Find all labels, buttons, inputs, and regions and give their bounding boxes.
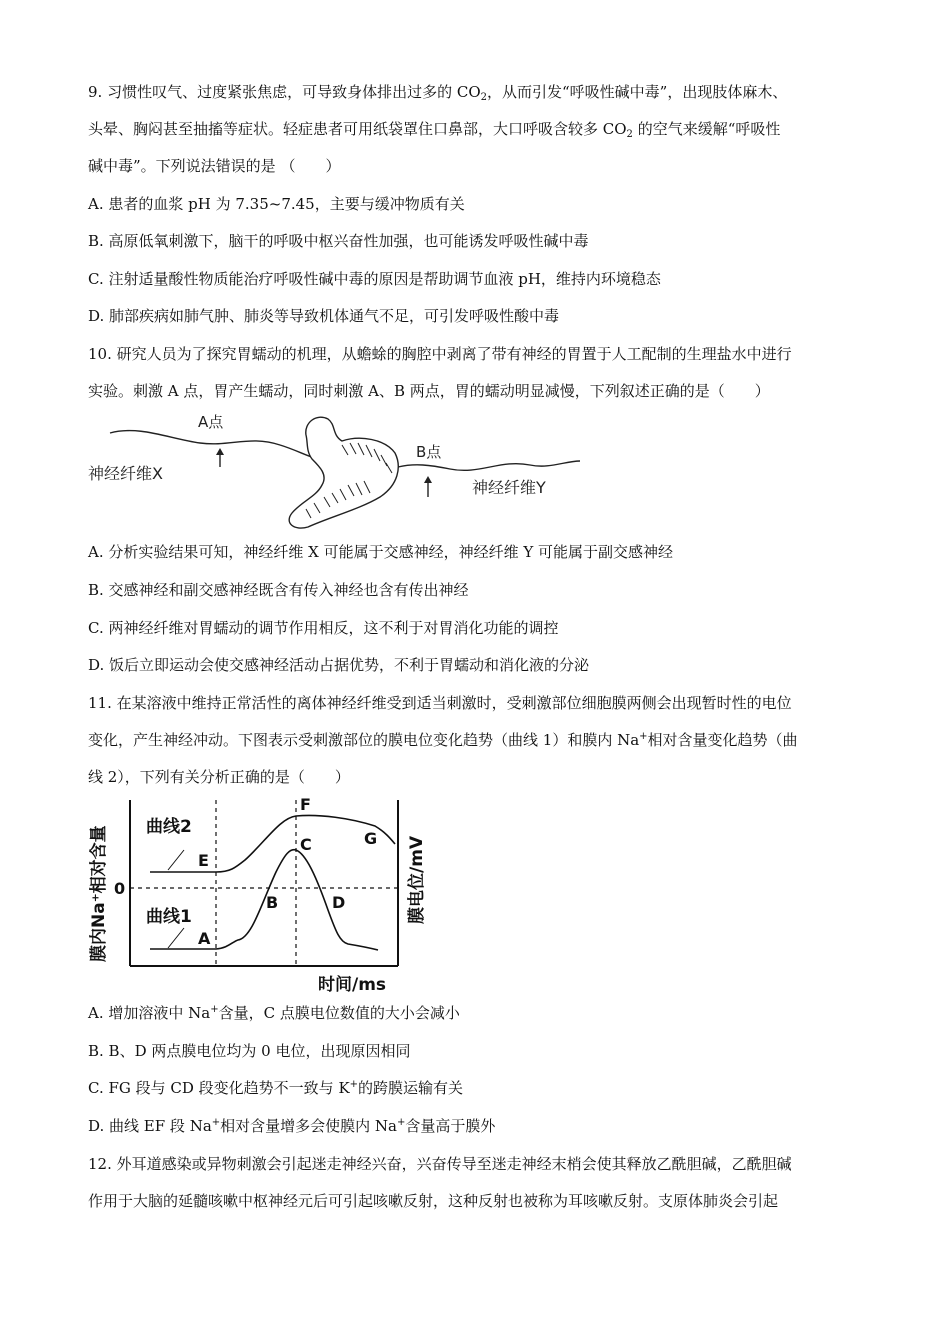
- x-axis-label: 时间/ms: [318, 975, 387, 995]
- membrane-potential-graph: [80, 792, 430, 997]
- q9-option-c: C. 注射适量酸性物质能治疗呼吸性碱中毒的原因是帮助调节血液 pH，维持内环境稳态: [88, 270, 661, 288]
- label-fiber-x: 神经纤维X: [88, 464, 163, 483]
- q9-option-a: A. 患者的血浆 pH 为 7.35~7.45，主要与缓冲物质有关: [88, 195, 465, 213]
- q10-option-b: B. 交感神经和副交感神经既含有传入神经也含有传出神经: [88, 581, 469, 599]
- q11-stem-line-1: 11. 在某溶液中维持正常活性的离体神经纤维受到适当刺激时，受刺激部位细胞膜两侧会出现暂时性的电位: [88, 694, 792, 712]
- q12-stem-line-2: 作用于大脑的延髓咳嗽中枢神经元后可引起咳嗽反射，这种反射也被称为耳咳嗽反射。支原体肺炎会引起: [88, 1192, 779, 1210]
- q10-option-d: D. 饭后立即运动会使交感神经活动占据优势，不利于胃蠕动和消化液的分泌: [88, 656, 590, 674]
- zero-tick-label: 0: [114, 879, 126, 898]
- point-c-label: C: [300, 835, 312, 854]
- q12-stem-line-1: 12. 外耳道感染或异物刺激会引起迷走神经兴奋，兴奋传导至迷走神经末梢会使其释放乙酰胆碱，乙酰胆碱: [88, 1155, 792, 1173]
- q10-option-c: C. 两神经纤维对胃蠕动的调节作用相反，这不利于对胃消化功能的调控: [88, 619, 559, 637]
- q9-stem-line-1: 9. 习惯性叹气、过度紧张焦虑，可导致身体排出过多的 $CO_2$，从而引发“呼吸性碱中毒”，出现肢体麻木、: [88, 83, 788, 103]
- q9-stem-line-2: 头晕、胸闷甚至抽搐等症状。轻症患者可用纸袋罩住口鼻部，大口呼吸含较多 $CO_2$ 的空气来缓解“呼吸性: [88, 120, 781, 140]
- curve-1-label: 曲线1: [146, 907, 192, 927]
- arrow-a-icon: [216, 448, 224, 455]
- y-axis-left-label: 膜内Na⁺相对含量: [89, 825, 109, 962]
- q9-option-b: B. 高原低氧刺激下，脑干的呼吸中枢兴奋性加强，也可能诱发呼吸性碱中毒: [88, 232, 589, 250]
- point-e-label: E: [198, 851, 209, 870]
- label-fiber-y: 神经纤维Y: [472, 478, 546, 497]
- q9-option-d: D. 肺部疾病如肺气肿、肺炎等导致机体通气不足，可引发呼吸性酸中毒: [88, 307, 560, 325]
- stomach-shape: [289, 417, 398, 528]
- q10-stem-line-1: 10. 研究人员为了探究胃蠕动的机理，从蟾蜍的胸腔中剥离了带有神经的胃置于人工配制的生理盐水中进行: [88, 345, 792, 363]
- q11-option-c: C. FG 段与 CD 段变化趋势不一致与 K+的跨膜运输有关: [88, 1079, 464, 1097]
- q10-stem-line-2: 实验。刺激 A 点，胃产生蠕动，同时刺激 A、B 两点，胃的蠕动明显减慢，下列叙述正确的是（ ）: [88, 382, 770, 400]
- point-f-label: F: [300, 795, 311, 814]
- curve-2-label: 曲线2: [146, 817, 192, 837]
- arrow-b-icon: [424, 476, 432, 483]
- point-a-label: A: [198, 929, 211, 948]
- y-axis-right-label: 膜电位/mV: [407, 835, 427, 924]
- q11-option-a: A. 增加溶液中 Na+含量，C 点膜电位数值的大小会减小: [88, 1004, 460, 1022]
- label-point-b: B点: [416, 443, 442, 461]
- point-g-label: G: [364, 829, 378, 848]
- point-b-label: B: [266, 893, 279, 912]
- q11-option-b: B. B、D 两点膜电位均为 0 电位，出现原因相同: [88, 1042, 411, 1060]
- label-point-a: A点: [198, 413, 224, 431]
- q9-stem-line-3: 碱中毒”。下列说法错误的是 （ ）: [88, 157, 341, 175]
- point-d-label: D: [332, 893, 346, 912]
- q11-stem-line-3: 线 2），下列有关分析正确的是（ ）: [88, 768, 350, 786]
- nerve-fiber-y-line: [398, 461, 580, 470]
- q10-option-a: A. 分析实验结果可知，神经纤维 X 可能属于交感神经，神经纤维 Y 可能属于副交感神经: [88, 543, 674, 561]
- stomach-nerve-figure: [80, 405, 600, 535]
- q11-stem-line-2: 变化，产生神经冲动。下图表示受刺激部位的膜电位变化趋势（曲线 1）和膜内 Na+相对含量变化趋势（曲: [88, 731, 798, 749]
- q11-option-d: D. 曲线 EF 段 Na+相对含量增多会使膜内 Na+含量高于膜外: [88, 1117, 496, 1135]
